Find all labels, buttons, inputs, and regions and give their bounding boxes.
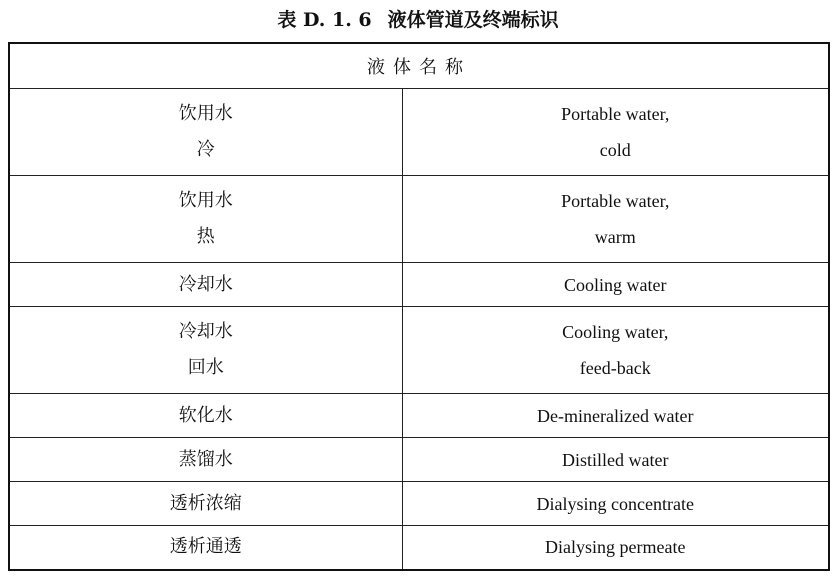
table-row [9,176,829,263]
chinese-name-cell [9,307,402,394]
table-row [9,394,829,438]
english-name-line: Portable water, [561,191,670,211]
english-name-cell [402,263,829,307]
english-name-line: Distilled water [562,449,669,470]
table-row [9,438,829,482]
table-row [9,263,829,307]
english-name-line: feed-back [579,358,651,378]
english-name-line: De-mineralized water [537,405,694,426]
chinese-name-line: 冷 [196,139,215,160]
english-name-cell [402,307,829,394]
english-name-line: Cooling water, [562,322,669,342]
fluid-identification-table [8,42,830,571]
table-row [9,526,829,570]
chinese-name-cell [9,176,402,263]
table-header: 液体名称 [9,43,829,89]
table-title: 液体管道及终端标识 [387,9,559,31]
english-name-line: Dialysing concentrate [536,493,694,514]
english-name-cell [402,438,829,482]
english-name-line: cold [599,140,631,160]
english-name-line: warm [594,227,636,247]
chinese-name-line: 蒸馏水 [178,448,233,470]
chinese-name-line: 饮用水 [178,190,233,211]
english-name-line: Portable water, [561,104,670,124]
table-number: 表 D. 1. 6 [277,9,372,31]
table-row [9,307,829,394]
chinese-name-line: 冷却水 [178,321,233,342]
chinese-name-cell [9,482,402,526]
chinese-name-cell [9,526,402,570]
english-name-cell [402,526,829,570]
chinese-name-line: 透析浓缩 [169,492,242,514]
chinese-name-line: 热 [196,226,215,247]
chinese-name-cell [9,394,402,438]
table-row [9,482,829,526]
chinese-name-cell [9,89,402,176]
chinese-name-line: 饮用水 [178,103,233,124]
english-name-line: Cooling water [564,274,667,295]
english-name-line: Dialysing permeate [545,537,686,558]
english-name-cell [402,89,829,176]
table-header-row [9,43,829,89]
english-name-cell [402,176,829,263]
table-row [9,89,829,176]
chinese-name-line: 冷却水 [178,273,233,295]
chinese-name-line: 软化水 [178,404,233,426]
chinese-name-line: 回水 [187,357,224,378]
table-caption [0,6,836,34]
chinese-name-cell [9,438,402,482]
chinese-name-cell [9,263,402,307]
chinese-name-line: 透析通透 [169,536,242,558]
english-name-cell [402,482,829,526]
english-name-cell [402,394,829,438]
